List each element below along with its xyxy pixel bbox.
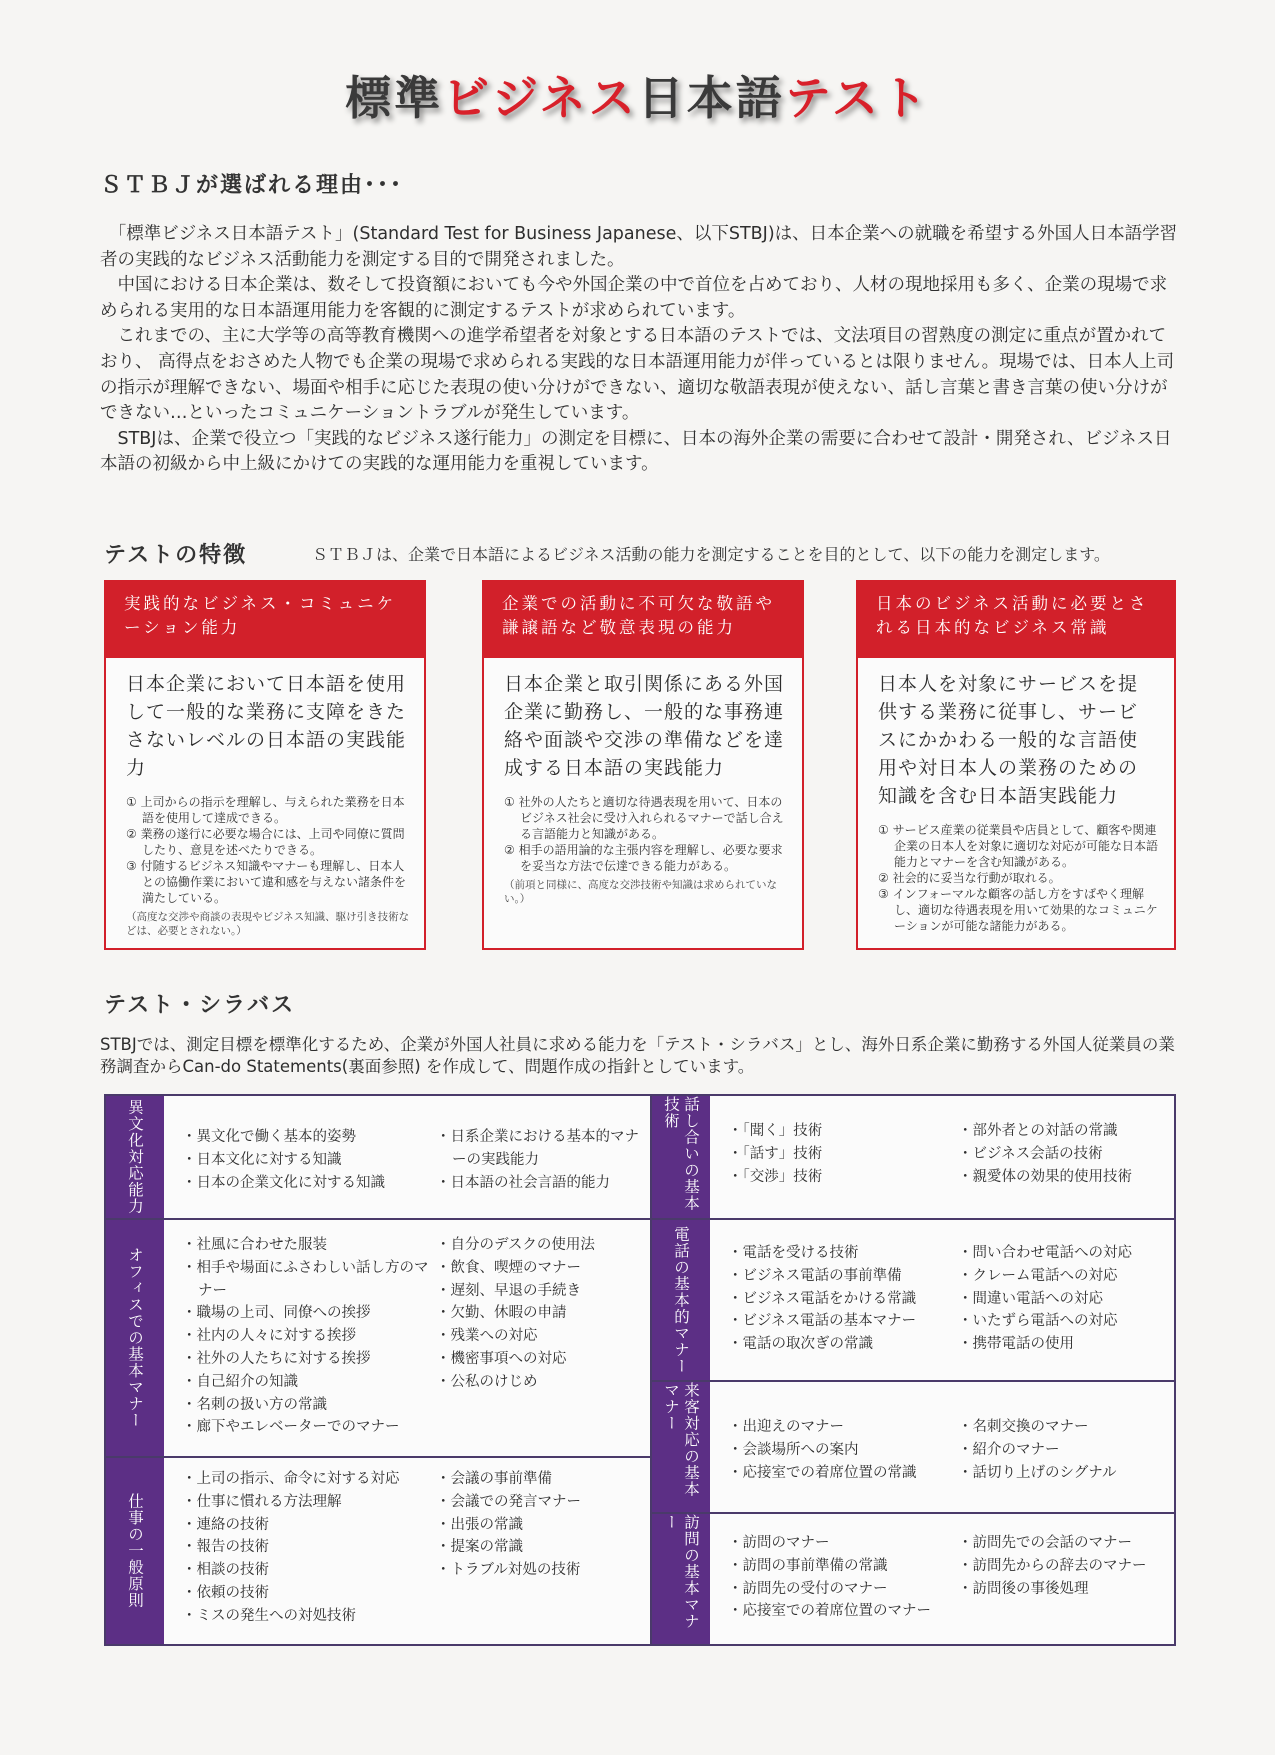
syllabus-heading: テスト・シラバス (104, 993, 296, 1018)
list-item: ・間違い電話への対応 (958, 1290, 1103, 1307)
syllabus-items (958, 1532, 1174, 1600)
list-item: ① 社外の人たちと適切な待遇表現を用いて、日本のビジネス社会に受け入れられるマナーで話し合える言語能力と知識がある。 (504, 795, 784, 841)
syllabus-items (728, 1532, 968, 1623)
title-part-2: ビジネス (443, 71, 638, 125)
why-paragraph: 中国における日本企業は、数そして投資額においても今や外国企業の中で首位を占めており、人材の現地採用も多く、企業の現場で求められる実用的な日本語運用能力を客観的に測定するテストが求められています。 (100, 275, 1168, 321)
list-item: ・欠勤、休暇の申請 (436, 1305, 567, 1322)
list-item: ・残業への対応 (436, 1328, 538, 1345)
feature-box-list (484, 788, 802, 874)
list-item: ・異文化で働く基本的姿勢 (182, 1129, 356, 1145)
list-item: ・依頼の技術 (182, 1584, 269, 1601)
title-part-4: テスト (784, 71, 930, 125)
list-item: ・飲食、喫煙のマナー (436, 1259, 581, 1276)
list-item: ・問い合わせ電話への対応 (958, 1245, 1132, 1261)
list-item: ・廊下やエレベーターでのマナー (182, 1419, 400, 1436)
syllabus-items (958, 1120, 1174, 1188)
feature-box (104, 580, 426, 950)
syllabus-items (728, 1416, 958, 1484)
syllabus-category: 話し合いの基本技術 (652, 1096, 710, 1218)
list-item: ・提案の常識 (436, 1539, 523, 1556)
list-item: ・訪問先での会話のマナー (958, 1535, 1132, 1551)
list-item: ・社外の人たちに対する挨拶 (182, 1350, 371, 1367)
feature-box (482, 580, 804, 950)
list-item: ② 相手の語用論的な主張内容を理解し、必要な要求を妥当な方法で伝達できる能力がある。 (504, 843, 783, 873)
list-item: ・「交渉」技術 (728, 1168, 823, 1185)
title-part-3: 日本語 (637, 71, 785, 125)
syllabus-items (436, 1126, 646, 1194)
row-divider (106, 1456, 650, 1458)
why-paragraph: 「標準ビジネス日本語テスト」(Standard Test for Business Japanese、以下STBJ)は、日本企業への就職を希望する外国人日本語学習者の実践的なビジネス活動能力を測定する目的で開発されました。 (100, 224, 1178, 270)
list-item: ・応接室での着席位置の常識 (728, 1464, 917, 1481)
feature-box-note: （高度な交渉や商談の表現やビジネス知識、駆け引き技術などは、必要とされない。） (126, 911, 410, 937)
list-item: ・会談場所への案内 (728, 1441, 859, 1458)
list-item: ・訪問先からの辞去のマナー (958, 1557, 1147, 1574)
list-item: ・機密事項への対応 (436, 1350, 567, 1367)
title-part-1: 標準 (345, 71, 444, 125)
list-item: ・話切り上げのシグナル (958, 1464, 1117, 1481)
syllabus-items (182, 1126, 422, 1194)
syllabus-description: STBJでは、測定目標を標準化するため、企業が外国人社員に求める能力を「テスト・シラバス」とし、海外日系企業に勤務する外国人従業員の業務調査からCan-do Statements(裏面参照) を作成して、問題作成の指針としています。 (100, 1035, 1175, 1076)
list-item: ① 上司からの指示を理解し、与えられた業務を日本語を使用して達成できる。 (126, 795, 405, 825)
list-item: ・訪問先の受付のマナー (728, 1580, 888, 1597)
list-item: ・会議の事前準備 (436, 1471, 552, 1487)
list-item: ・訪問後の事後処理 (958, 1580, 1089, 1597)
list-item: ・携帯電話の使用 (958, 1336, 1074, 1353)
list-item: ・名刺交換のマナー (958, 1419, 1089, 1435)
list-item: ・ビジネス電話の基本マナー (728, 1313, 917, 1330)
syllabus-items (958, 1416, 1174, 1484)
list-item: ・日本語の社会言語的能力 (436, 1174, 610, 1191)
syllabus-table (104, 1094, 1176, 1646)
feature-box-header: 日本のビジネス活動に必要とされる日本的なビジネス常識 (858, 582, 1174, 658)
list-item: ・日系企業における基本的マナーの実践能力 (436, 1129, 639, 1168)
list-item: ・日本の企業文化に対する知識 (182, 1174, 385, 1191)
list-item: ・相手や場面にふさわしい話し方のマナー (182, 1259, 429, 1299)
page-title (0, 62, 1275, 128)
list-item: ・応接室での着席位置のマナー (728, 1603, 931, 1620)
feature-box-header: 実践的なビジネス・コミュニケーション能力 (106, 582, 424, 658)
list-item: ・上司の指示、命令に対する対応 (182, 1471, 400, 1487)
row-divider (106, 1218, 650, 1220)
feature-box (856, 580, 1176, 950)
syllabus-items (436, 1468, 646, 1582)
list-item: ・クレーム電話への対応 (958, 1267, 1118, 1284)
syllabus-category: 仕事の一般原則 (106, 1458, 164, 1644)
list-item: ・会議での発言マナー (436, 1493, 581, 1510)
list-item: ・「話す」技術 (728, 1145, 823, 1162)
list-item: ・ミスの発生への対処技術 (182, 1607, 356, 1624)
why-paragraph: これまでの、主に大学等の高等教育機関への進学希望者を対象とする日本語のテストでは、文法項目の習熟度の測定に重点が置かれており、 高得点をおさめた人物でも企業の現場で求められる実践的な日本語運用能力が伴っているとは限りません。現場では、日本人上司の指示が理解できない、場面や相手に応じた表現の使い分けができない、適切な敬語表現が使えない、話し言葉と書き言葉の使い分けができない…といったコミュニケーショントラブルが発生しています。 (100, 326, 1175, 424)
list-item: ・仕事に慣れる方法理解 (182, 1493, 342, 1510)
list-item: ・相談の技術 (182, 1562, 269, 1579)
list-item: ・部外者との対話の常識 (958, 1123, 1118, 1139)
list-item: ・電話の取次ぎの常識 (728, 1336, 873, 1353)
list-item: ・社内の人々に対する挨拶 (182, 1328, 356, 1345)
list-item: ・遅刻、早退の手続き (436, 1282, 581, 1299)
feature-box-main: 日本企業において日本語を使用して一般的な業務に支障をきたさないレベルの日本語の実践能力 (126, 673, 407, 779)
list-item: ・出張の常識 (436, 1516, 523, 1533)
list-item: ・いたずら電話への対応 (958, 1313, 1118, 1330)
list-item: ・報告の技術 (182, 1539, 269, 1556)
syllabus-category: 訪問の基本マナー (652, 1514, 710, 1644)
list-item: ・親愛体の効果的使用技術 (958, 1168, 1132, 1185)
syllabus-items (436, 1234, 646, 1394)
list-item: ・連絡の技術 (182, 1516, 269, 1533)
row-divider (652, 1512, 1174, 1514)
list-item: ・紹介のマナー (958, 1441, 1060, 1458)
list-item: ・トラブル対処の技術 (436, 1562, 581, 1579)
list-item: ・ビジネス電話の事前準備 (728, 1267, 902, 1284)
list-item: ・社風に合わせた服装 (182, 1237, 327, 1253)
syllabus-category: 異文化対応能力 (106, 1096, 164, 1218)
feature-box-list (106, 788, 424, 906)
syllabus-items (728, 1242, 954, 1356)
syllabus-category: 電話の基本的マナー (652, 1220, 710, 1380)
syllabus-category: オフィスでの基本マナー (106, 1220, 164, 1456)
feature-box-header: 企業での活動に不可欠な敬語や謙譲語など敬意表現の能力 (484, 582, 802, 658)
row-divider (652, 1218, 1174, 1220)
list-item: ② 業務の遂行に必要な場合には、上司や同僚に質問したり、意見を述べたりできる。 (126, 827, 405, 857)
list-item: ・日本文化に対する知識 (182, 1151, 342, 1168)
features-description: ＳＴＢＪは、企業で日本語によるビジネス活動の能力を測定することを目的として、以下の能力を測定します。 (312, 545, 1110, 564)
feature-box-note: （前項と同様に、高度な交渉技術や知識は求められていない。） (504, 879, 777, 905)
list-item: ・名刺の扱い方の常識 (182, 1396, 327, 1413)
feature-box-list (858, 816, 1174, 934)
list-item: ・ビジネス電話をかける常識 (728, 1290, 917, 1307)
syllabus-category: 来客対応の基本マナー (652, 1382, 710, 1512)
why-heading: ＳＴＢＪが選ばれる理由･･･ (100, 173, 404, 198)
why-body (100, 222, 1180, 478)
list-item: ・職場の上司、同僚への挨拶 (182, 1305, 371, 1322)
list-item: ・電話を受ける技術 (728, 1245, 859, 1261)
list-item: ・出迎えのマナー (728, 1419, 844, 1435)
list-item: ③ インフォーマルな顧客の話し方をすばやく理解し、適切な待遇表現を用いて効果的なコミュニケーションが可能な諸能力がある。 (878, 887, 1158, 933)
list-item: ・訪問の事前準備の常識 (728, 1557, 888, 1574)
feature-box-main: 日本人を対象にサービスを提供する業務に従事し、サービスにかかわる一般的な言語使用や対日本人の業務のための知識を含む日本語実践能力 (878, 673, 1139, 807)
row-divider (652, 1380, 1174, 1382)
list-item: ・公私のけじめ (436, 1373, 538, 1390)
list-item: ・自分のデスクの使用法 (436, 1237, 595, 1253)
syllabus-items (958, 1242, 1174, 1356)
features-heading: テストの特徴 (104, 543, 248, 568)
list-item: ・「聞く」技術 (728, 1123, 823, 1139)
syllabus-items (182, 1468, 432, 1628)
syllabus-items (182, 1234, 432, 1439)
list-item: ③ 付随するビジネス知識やマナーも理解し、日本人との協働作業において違和感を与えない諸条件を満たしている。 (126, 859, 407, 905)
syllabus-items (728, 1120, 948, 1188)
list-item: ・ビジネス会話の技術 (958, 1145, 1103, 1162)
list-item: ・自己紹介の知識 (182, 1373, 298, 1390)
list-item: ① サービス産業の従業員や店員として、顧客や関連企業の日本人を対象に適切な対応が可能な日本語能力とマナーを含む知識がある。 (878, 823, 1159, 869)
feature-box-main: 日本企業と取引関係にある外国企業に勤務し、一般的な事務連絡や面談や交渉の準備などを達成する日本語の実践能力 (504, 673, 785, 779)
why-paragraph: STBJは、企業で役立つ「実践的なビジネス遂行能力」の測定を目標に、日本の海外企業の需要に合わせて設計・開発され、ビジネス日本語の初級から中上級にかけての実践的な運用能力を重視しています。 (100, 428, 1172, 475)
list-item: ・訪問のマナー (728, 1535, 830, 1551)
list-item: ② 社会的に妥当な行動が取れる。 (878, 871, 1061, 885)
